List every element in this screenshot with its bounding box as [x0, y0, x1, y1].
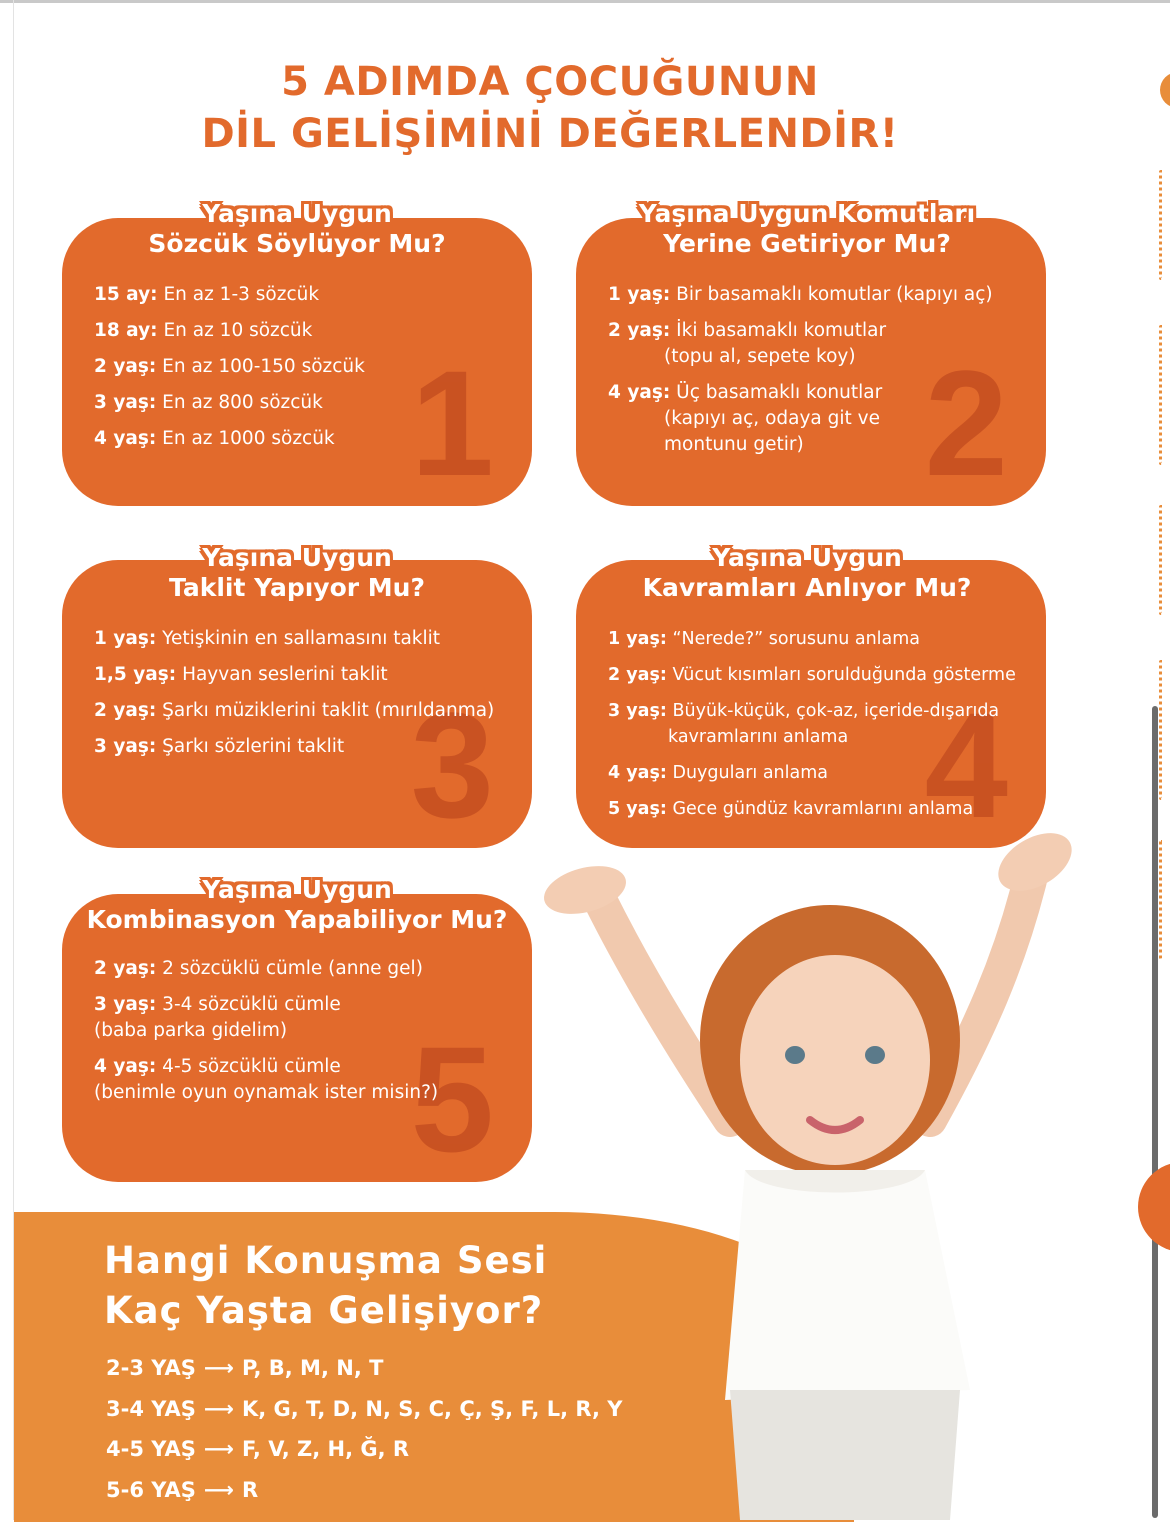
list-item: 2 yaş: En az 100-150 sözcük [94, 356, 365, 377]
card-1-heading [97, 199, 497, 259]
heading-line-2: Kombinasyon Yapabiliyor Mu? [86, 905, 508, 934]
edge-dotted-decoration [1159, 325, 1170, 465]
card-1 [62, 218, 532, 506]
card-items [94, 956, 522, 1116]
speech-title-line-1: Hangi Konuşma Sesi [104, 1239, 548, 1282]
list-item: 2 yaş: 2 sözcüklü cümle (anne gel) [94, 958, 423, 979]
heading-line-1: Yaşına Uygun [202, 543, 392, 572]
heading-line-2: Sözcük Söylüyor Mu? [148, 229, 446, 258]
list-item: 3 yaş: En az 800 sözcük [94, 392, 323, 413]
top-border [0, 0, 1170, 3]
edge-circle-decoration [1138, 1162, 1170, 1252]
arrow-icon: ⟶ [203, 1437, 234, 1461]
list-item: 4 yaş: 4-5 sözcüklü cümle (benimle oyun oynamak ister misin?) [94, 1056, 439, 1103]
heading-line-2: Yerine Getiriyor Mu? [663, 229, 951, 258]
list-item: 4 yaş: Duyguları anlama [608, 763, 828, 783]
heading-line-1: Yaşına Uygun [712, 543, 902, 572]
list-item: 1 yaş: “Nerede?” sorusunu anlama [608, 629, 921, 649]
card-number: 3 [410, 681, 494, 848]
edge-dotted-decoration [1159, 660, 1170, 800]
card-number: 4 [924, 681, 1008, 848]
card-5-heading [82, 875, 512, 935]
list-item: 3 yaş: Şarkı sözlerini taklit [94, 736, 345, 757]
edge-dotted-decoration [1159, 840, 1170, 960]
card-3 [62, 560, 532, 848]
edge-dotted-decoration [1159, 505, 1170, 615]
list-item: 3 yaş: Büyük-küçük, çok-az, içeride-dışarıda kavramlarını anlama [608, 701, 1000, 747]
list-item: 4 yaş: Üç basamaklı konutlar (kapıyı aç, odaya git ve montunu getir) [608, 382, 883, 455]
list-item: 4 yaş: En az 1000 sözcük [94, 428, 335, 449]
list-item: 1 yaş: Bir basamaklı komutlar (kapıyı aç) [608, 284, 993, 305]
card-items [94, 626, 522, 770]
card-number: 1 [410, 339, 494, 506]
child-illustration [530, 820, 1090, 1520]
card-number: 2 [924, 339, 1008, 506]
list-item: 3-4 YAŞ ⟶ K, G, T, D, N, S, C, Ç, Ş, F, L, R, Y [106, 1393, 622, 1434]
arrow-icon: ⟶ [203, 1396, 234, 1421]
card-items [608, 626, 1036, 832]
card-4 [576, 560, 1046, 848]
heading-line-2: Kavramları Anlıyor Mu? [642, 573, 972, 602]
card-number: 5 [410, 1015, 494, 1182]
speech-sounds-title [104, 1236, 547, 1336]
list-item: 1 yaş: Yetişkinin en sallamasını taklit [94, 628, 441, 649]
list-item: 15 ay: En az 1-3 sözcük [94, 284, 320, 305]
list-item: 18 ay: En az 10 sözcük [94, 320, 313, 341]
card-items [94, 282, 522, 462]
list-item: 5 yaş: Gece gündüz kavramlarını anlama [608, 799, 974, 819]
card-3-heading [97, 543, 497, 603]
speech-title-line-2: Kaç Yaşta Gelişiyor? [104, 1289, 544, 1332]
card-2-heading [607, 199, 1007, 259]
title-line-2: DİL GELİŞİMİNİ DEĞERLENDİR! [201, 111, 899, 157]
card-items [608, 282, 1036, 472]
list-item: 1,5 yaş: Hayvan seslerini taklit [94, 664, 388, 685]
list-item: 5-6 YAŞ ⟶ R [106, 1474, 622, 1515]
heading-line-1: Yaşına Uygun [202, 875, 392, 904]
heading-line-1: Yaşına Uygun [202, 199, 392, 228]
title-line-1: 5 ADIMDA ÇOCUĞUNUN [281, 59, 819, 105]
card-2 [576, 218, 1046, 506]
heading-line-2: Taklit Yapıyor Mu? [169, 573, 425, 602]
list-item: 2 yaş: Şarkı müziklerini taklit (mırıldanma) [94, 700, 495, 721]
list-item: 2 yaş: İki basamaklı komutlar (topu al, sepete koy) [608, 320, 887, 367]
list-item: 2 yaş: Vücut kısımları sorulduğunda gösterme [608, 665, 1016, 685]
list-item: 2-3 YAŞ ⟶ P, B, M, N, T [106, 1352, 622, 1393]
edge-dotted-decoration [1159, 170, 1170, 280]
card-4-heading [607, 543, 1007, 603]
card-5 [62, 894, 532, 1182]
arrow-icon: ⟶ [203, 1356, 234, 1380]
list-item: 4-5 YAŞ ⟶ F, V, Z, H, Ğ, R [106, 1433, 622, 1474]
page-title [130, 56, 970, 160]
heading-line-1: Yaşına Uygun Komutları [638, 199, 976, 228]
edge-circle-decoration [1160, 72, 1170, 108]
list-item: 3 yaş: 3-4 sözcüklü cümle (baba parka gidelim) [94, 994, 341, 1041]
scrollbar[interactable] [1152, 706, 1158, 1518]
arrow-icon: ⟶ [203, 1477, 234, 1502]
